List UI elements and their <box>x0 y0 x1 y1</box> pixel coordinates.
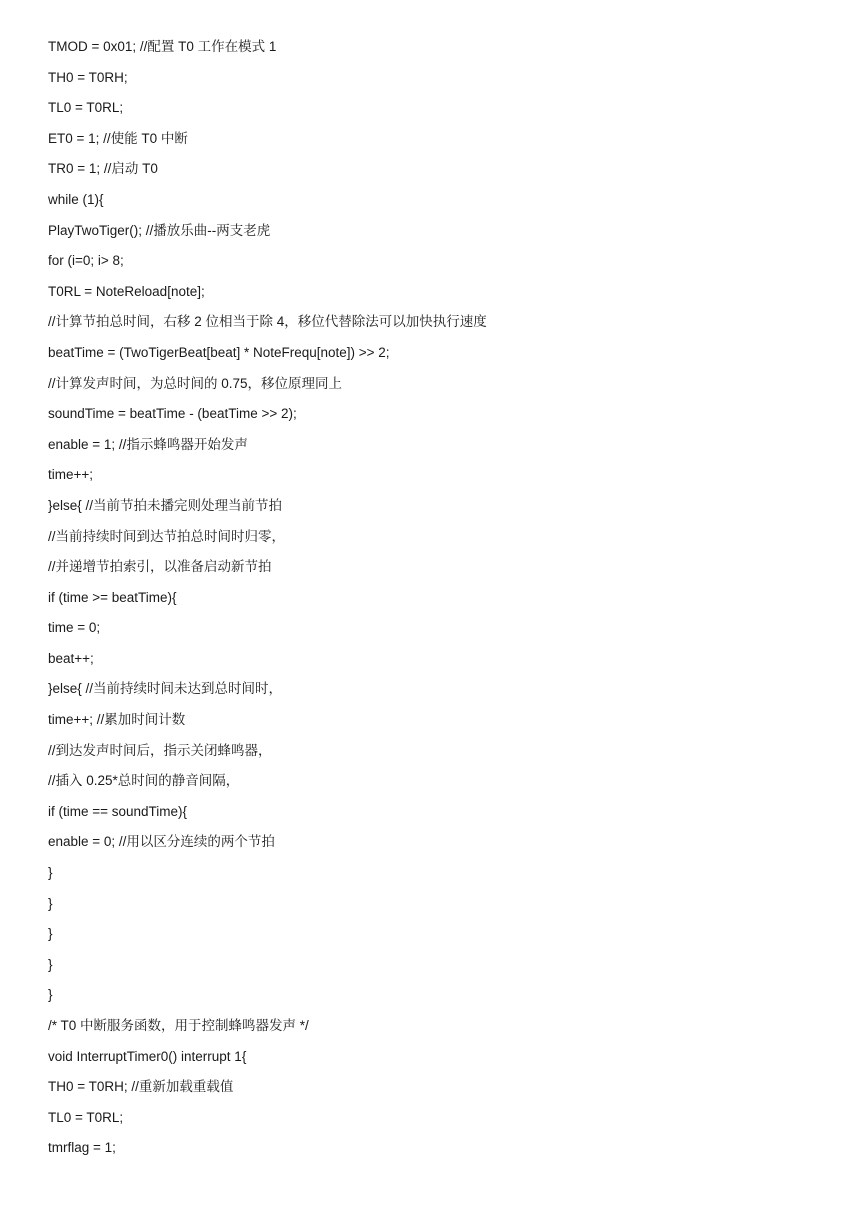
code-line: //计算节拍总时间，右移 2 位相当于除 4，移位代替除法可以加快执行速度 <box>48 314 487 330</box>
code-line: enable = 0; //用以区分连续的两个节拍 <box>48 834 275 850</box>
code-line: } <box>48 956 53 972</box>
code-line: //并递增节拍索引，以准备启动新节拍 <box>48 559 272 575</box>
code-line: if (time == soundTime){ <box>48 803 188 819</box>
code-line: time++; <box>48 467 94 483</box>
code-line: TMOD = 0x01; //配置 T0 工作在模式 1 <box>48 39 277 54</box>
code-line: //到达发声时间后，指示关闭蜂鸣器， <box>48 742 272 758</box>
code-line: void InterruptTimer0() interrupt 1{ <box>48 1048 247 1064</box>
code-line: ET0 = 1; //使能 T0 中断 <box>48 130 188 146</box>
code-listing <box>48 37 487 1169</box>
code-line: TH0 = T0RH; <box>48 69 128 85</box>
code-line: } <box>48 926 53 942</box>
code-line: TR0 = 1; //启动 T0 <box>48 161 158 177</box>
code-line: //计算发声时间，为总时间的 0.75，移位原理同上 <box>48 375 343 391</box>
code-line: } <box>48 895 53 911</box>
code-line: TL0 = T0RL; <box>48 1109 124 1125</box>
code-line: time++; //累加时间计数 <box>48 712 186 728</box>
code-line: beat++; <box>48 650 94 666</box>
code-line: //插入 0.25*总时间的静音间隔， <box>48 773 240 789</box>
code-line: }else{ //当前持续时间未达到总时间时， <box>48 681 283 697</box>
code-line: //当前持续时间到达节拍总时间时归零， <box>48 528 286 544</box>
code-line: for (i=0; i> 8; <box>48 253 124 269</box>
code-line: while (1){ <box>48 191 104 207</box>
code-line: }else{ //当前节拍未播完则处理当前节拍 <box>48 497 283 513</box>
code-line: T0RL = NoteReload[note]; <box>48 283 205 299</box>
code-line: } <box>48 987 53 1003</box>
code-line: PlayTwoTiger(); //播放乐曲--两支老虎 <box>48 222 271 238</box>
code-line: } <box>48 865 53 881</box>
code-line: enable = 1; //指示蜂鸣器开始发声 <box>48 436 248 452</box>
code-line: TL0 = T0RL; <box>48 100 124 116</box>
code-line: /* T0 中断服务函数，用于控制蜂鸣器发声 */ <box>48 1018 309 1033</box>
code-line: soundTime = beatTime - (beatTime >> 2); <box>48 406 297 422</box>
code-line: if (time >= beatTime){ <box>48 589 177 605</box>
code-line: beatTime = (TwoTigerBeat[beat] * NoteFrequ[note]) >> 2; <box>48 344 390 360</box>
code-line: tmrflag = 1; <box>48 1140 116 1156</box>
code-line: TH0 = T0RH; //重新加载重载值 <box>48 1079 234 1095</box>
code-line: time = 0; <box>48 620 101 636</box>
